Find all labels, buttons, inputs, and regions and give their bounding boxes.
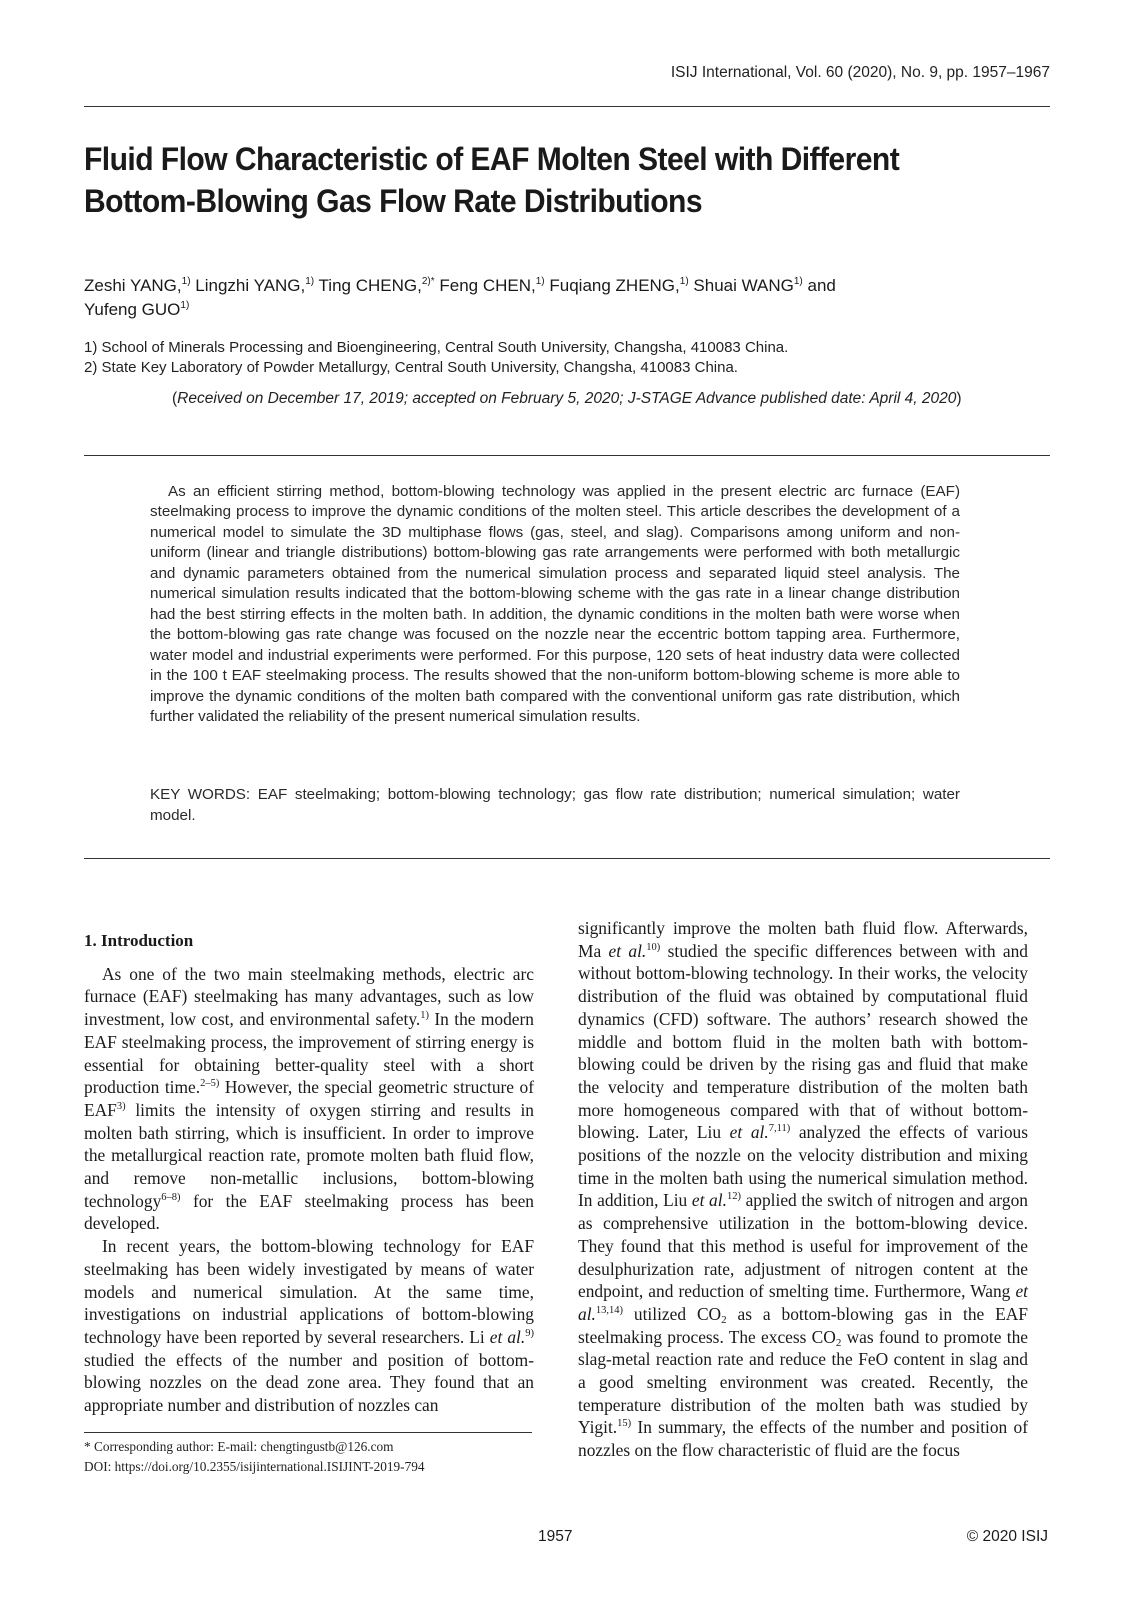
- abstract-text: As an efficient stirring method, bottom-blowing technology was applied in the present electric arc furnace (EAF) steelmaking process to improve the dynamic conditions of the molten steel. This article describes the development of a numerical model to simulate the 3D multiphase flows (gas, steel, and slag). Comparisons among uniform and non-uniform (linear and triangle distributions) bottom-blowing gas rate arrangements were performed with both metallurgic and dynamic parameters obtained from the numerical simulation process and separated liquid steel analysis. The numerical simulation results indicated that the bottom-blowing scheme with the gas rate in a linear change distribution had the best stirring effects in the molten bath. In addition, the dynamic conditions in the molten bath were worse when the bottom-blowing gas rate change was focused on the nozzle near the eccentric bottom tapping area. Furthermore, water model and industrial experiments were performed. For this purpose, 120 sets of heat industry data were collected in the 100 t EAF steelmaking process. The results showed that the non-uniform bottom-blowing scheme is more able to improve the dynamic conditions of the molten bath compared with the conventional uniform gas rate distribution, which further validated the reliability of the present numerical simulation results.: [150, 483, 960, 725]
- citation: 10): [646, 941, 661, 953]
- author: Yufeng GUO$^{1)}$: [84, 300, 190, 319]
- abstract-bottom-rule: [84, 858, 1050, 859]
- author: Fuqiang ZHENG,$^{1)}$: [549, 276, 689, 295]
- author: Ting CHENG,$^{2)*}$: [318, 276, 435, 295]
- citation: 6–8): [161, 1191, 181, 1203]
- affiliation-1: 1) School of Minerals Processing and Bioengineering, Central South University, Changsha, 410083 China.: [84, 339, 789, 356]
- citation: 2–5): [200, 1078, 220, 1090]
- copyright: © 2020 ISIJ: [966, 1528, 1048, 1545]
- author: Lingzhi YANG,$^{1)}$: [195, 276, 315, 295]
- corresponding-author-footnote: * Corresponding author: E-mail: chengtingustb@126.com: [84, 1439, 394, 1454]
- header-rule: [84, 106, 1050, 107]
- journal-reference: ISIJ International, Vol. 60 (2020), No. 9, pp. 1957–1967: [670, 64, 1050, 81]
- doi-footnote: DOI: https://doi.org/10.2355/isijinternational.ISIJINT-2019-794: [84, 1459, 425, 1474]
- footnote-rule: [84, 1432, 532, 1433]
- received-dates: (Received on December 17, 2019; accepted on February 5, 2020; J-STAGE Advance published date: April 4, 2020): [172, 390, 962, 407]
- paragraph: As one of the two main steelmaking methods, electric arc furnace (EAF) steelmaking has many advantages, such as low investment, low cost, and environmental safety.$^{1)}$ In the modern EAF steelmaking process, the improvement of stirring energy is essential for obtaining better-quality steel with a short production time.$^{2-5)}$ However, the special geometric structure of EAF$^{3)}$ limits the intensity of oxygen stirring and results in molten bath stirring, which is insufficient. In order to improve the metallurgical reaction rate, promote molten bath fluid flow, and remove non-metallic inclusions, bottom-blowing technology$^{6-8)}$ for the EAF steelmaking process has been developed.: [84, 963, 534, 1234]
- section-heading-introduction: 1. Introduction: [84, 931, 194, 950]
- abstract: [150, 482, 960, 727]
- citation: 9): [525, 1327, 534, 1339]
- author: Feng CHEN,$^{1)}$: [439, 276, 545, 295]
- citation: 1): [420, 1010, 430, 1022]
- citation: 15): [617, 1418, 632, 1430]
- affiliation-2: 2) State Key Laboratory of Powder Metallurgy, Central South University, Changsha, 410083 China.: [84, 359, 738, 376]
- abstract-top-rule: [84, 455, 1050, 456]
- citation: 3): [116, 1100, 126, 1112]
- title-line-1: Fluid Flow Characteristic of EAF Molten Steel with Different: [84, 141, 900, 177]
- author: Shuai WANG$^{1)}$ and: [693, 276, 836, 295]
- left-column: [84, 918, 534, 1417]
- page-number: 1957: [538, 1528, 573, 1545]
- citation: 13,14): [595, 1304, 623, 1316]
- right-column: [578, 917, 1028, 1462]
- citation: 12): [726, 1191, 741, 1203]
- keywords: KEY WORDS: EAF steelmaking; bottom-blowing technology; gas flow rate distribution; numerical simulation; water model.: [150, 786, 960, 824]
- author-list: [84, 274, 1024, 322]
- author: Zeshi YANG,$^{1)}$: [84, 276, 191, 295]
- paragraph: significantly improve the molten bath fluid flow. Afterwards, Ma et al.$^{10)}$ studied the specific differences between with and without bottom-blowing technology. In their works, the velocity distribution of the fluid was obtained by computational fluid dynamics (CFD) software. The authors’ research showed the middle and bottom fluid in the molten bath with bottom-blowing could be driven by the rising gas and fluid that make the velocity and temperature distribution of the molten bath more homogeneous compared with that of without bottom-blowing. Later, Liu et al.$^{7,11)}$ analyzed the effects of various positions of the nozzle on the velocity distribution and mixing time in the molten bath using the numerical simulation method. In addition, Liu et al.$^{12)}$ applied the switch of nitrogen and argon as comprehensive utilization in the bottom-blowing device. They found that this method is useful for improvement of the desulphurization rate, adjustment of nitrogen content at the endpoint, and reduction of smelting time. Furthermore, Wang et al.$^{13,14)}$ utilized $CO_2$ as a bottom-blowing gas in the EAF steelmaking process. The excess $CO_2$ was found to promote the slag-metal reaction rate and reduce the FeO content in slag and a good smelting environment was created. Recently, the temperature distribution of the molten bath was studied by Yigit.$^{15)}$ In summary, the effects of the number and position of nozzles on the flow characteristic of fluid are the focus: [578, 918, 1029, 1461]
- citation: 7,11): [768, 1123, 791, 1135]
- paper-title: [84, 138, 986, 222]
- paragraph: In recent years, the bottom-blowing technology for EAF steelmaking has been widely investigated by means of water models and numerical simulation. At the same time, investigations on industrial applications of bottom-blowing technology have been reported by several researchers. Li et al.$^{9)}$ studied the effects of the number and position of bottom-blowing nozzles on the dead zone area. They found that an appropriate number and distribution of nozzles can: [84, 1236, 534, 1416]
- title-line-2: Bottom-Blowing Gas Flow Rate Distributions: [84, 183, 703, 219]
